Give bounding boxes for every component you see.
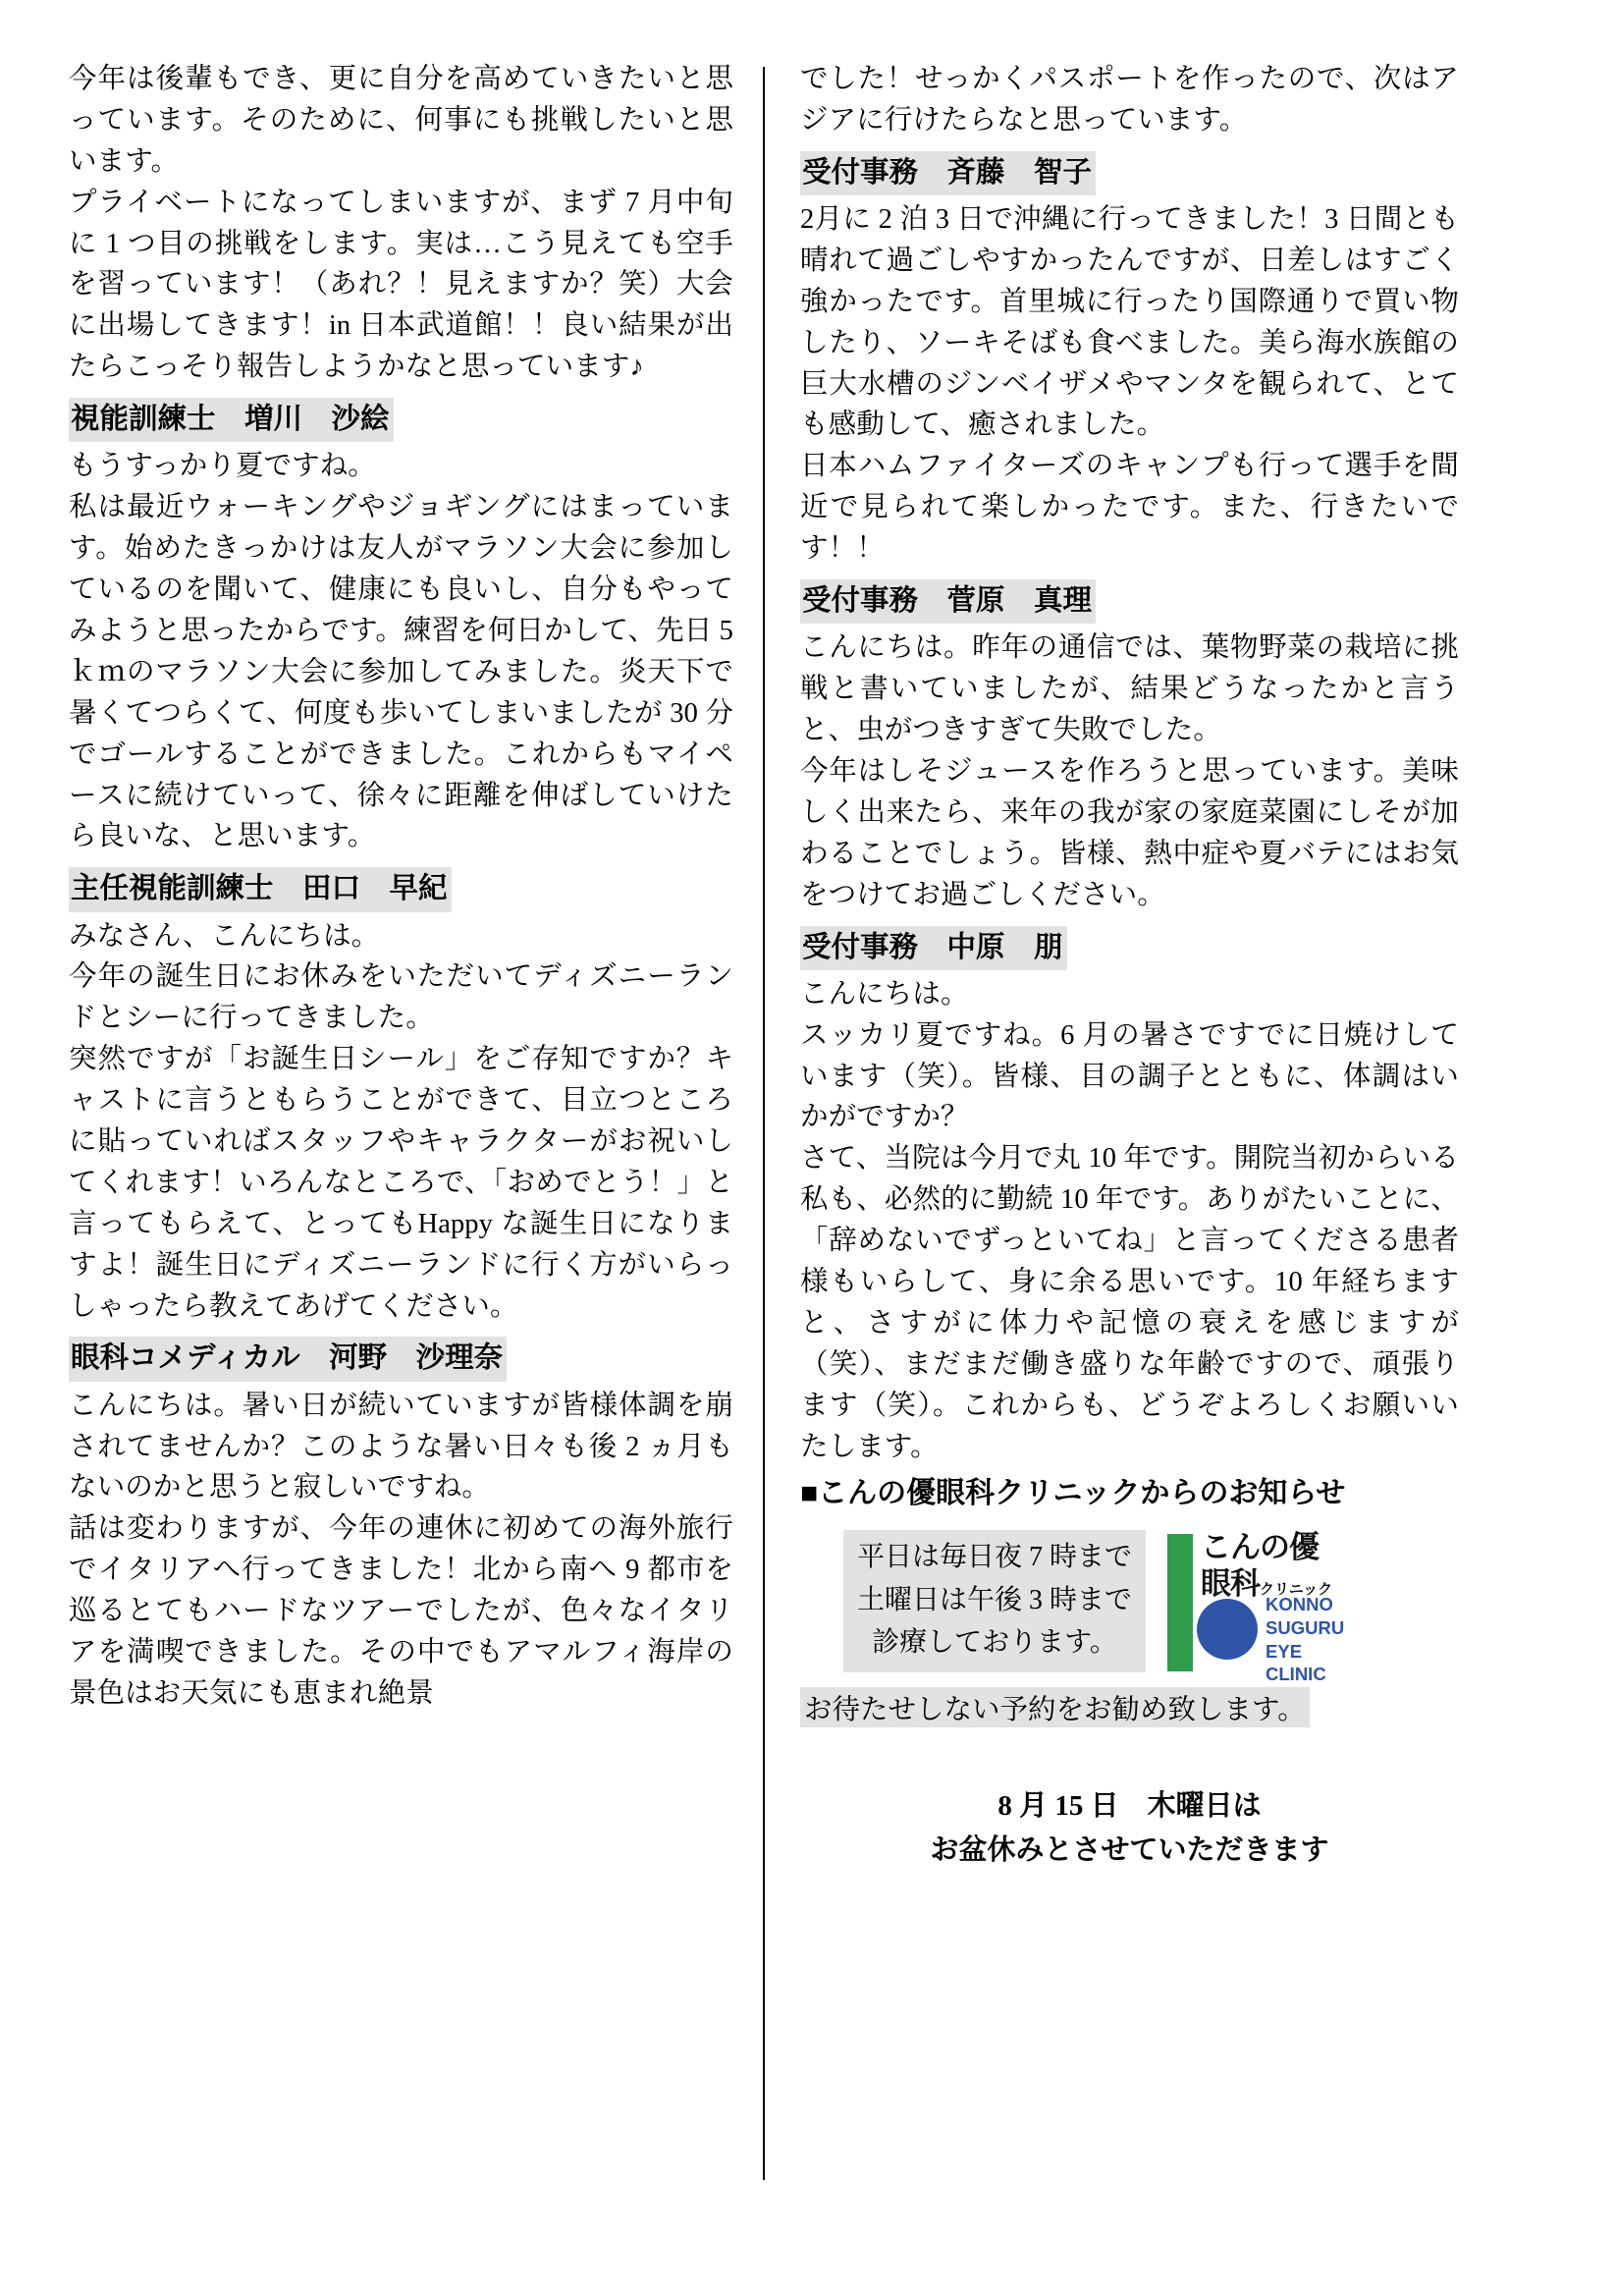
clinic-hours-line-3: 診療しております。 — [872, 1627, 1117, 1659]
heading-masukawa-sae: 視能訓練士 増川 沙絵 — [69, 398, 394, 442]
clinic-hours-line-2: 土曜日は午後 3 時まで — [857, 1584, 1133, 1615]
right-column — [765, 59, 1459, 1873]
paragraph-karate-continued: 今年は後輩もでき、更に自分を高めていきたいと思っています。そのために、何事にも挑戦したいと思います。 — [69, 64, 733, 177]
paragraph-passport-continued: でした！せっかくパスポートを作ったので、次はアジアに行けたらなと思っています。 — [800, 64, 1459, 136]
reservation-note: お待たせしない予約をお勧め致します。 — [800, 1687, 1310, 1727]
clinic-logo — [1167, 1530, 1364, 1685]
paragraph-taguchi-greeting: みなさん、こんにちは。 — [69, 920, 380, 952]
logo-jp-clinic-suffix: クリニック — [1260, 1582, 1333, 1599]
logo-blue-circle-icon — [1197, 1599, 1258, 1660]
paragraph-saito-okinawa: 2月に 2 泊 3 日で沖縄に行ってきました！3 日間とも晴れて過ごしやすかったんですが、日差しはすごく強かったです。首里城に行ったり国際通りで買い物したり、ソーキそばも食べました。美ら海水族館の巨大水槽のジンベイザメやマンタを観られて、とても感動して、癒されました。 — [800, 204, 1459, 441]
heading-nakahara-tomo-wrap — [800, 922, 1459, 972]
logo-en-line-3: EYE — [1266, 1640, 1303, 1662]
holiday-notice — [800, 1784, 1459, 1873]
paragraph-taguchi-birthday-sticker: 突然ですが「お誕生日シール」をご存知ですか？キャストに言うともらうことができて、目立つところに貼っていればスタッフやキャラクターがお祝いしてくれます！いろんなところで、「おめでとう！」と言ってもらえて、とってもHappy な誕生日になりますよ！誕生日にディズニーランドに行く方がいらっしゃったら教えてあげてください。 — [69, 1044, 733, 1322]
clinic-hours — [843, 1530, 1146, 1671]
paragraph-nakahara-ten-years: さて、当院は今月で丸 10 年です。開院当初からいる私も、必然的に勤続 10 年です。ありがたいことに、「辞めないでずっといてね」と言ってくださる患者様もいらして、身に余る思いです。10 年経ちますと、さすがに体力や記憶の衰えを感じますが（笑）、まだまだ働き盛りな年齢ですので、頑張ります（笑）。これからも、どうぞよろしくお願いいたします。 — [800, 1143, 1459, 1462]
heading-sugawara-mari-wrap — [800, 575, 1459, 626]
paragraph-taguchi-disney: 今年の誕生日にお休みをいただいてディズニーランドとシーに行ってきました。 — [69, 961, 733, 1034]
paragraph-sugawara-shiso: 今年はしそジュースを作ろうと思っています。美味しく出来たら、来年の我が家の家庭菜園にしそが加わることでしょう。皆様、熱中症や夏バテにはお気をつけてお過ごしください。 — [800, 755, 1459, 910]
two-column-layout — [69, 59, 1547, 2219]
paragraph-kouno-greeting: こんにちは。暑い日が続いていますが皆様体調を崩されてませんか？このような暑い日々も後 2 ヵ月もないのかと思うと寂しいですね。 — [69, 1390, 733, 1503]
heading-kouno-sarina-wrap — [69, 1333, 733, 1383]
heading-sugawara-mari: 受付事務 菅原 真理 — [800, 579, 1096, 624]
paragraph-masukawa-intro: もうすっかり夏ですね。 — [69, 451, 376, 482]
heading-kouno-sarina: 眼科コメディカル 河野 沙理奈 — [69, 1337, 507, 1381]
paragraph-kouno-italy: 話は変わりますが、今年の連休に初めての海外旅行でイタリアへ行ってきました！北から南へ 9 都市を巡るとてもハードなツアーでしたが、色々なイタリアを満喫できました。その中でもアマルフィ海岸の景色はお天気にも恵まれ絶景 — [69, 1513, 733, 1709]
holiday-notice-line-2: お盆休みとさせていただきます — [930, 1834, 1329, 1867]
paragraph-karate-tournament: プライベートになってしまいますが、まず 7 月中旬に 1 つ目の挑戦をします。実は…こう見えても空手を習っています！（あれ？！見えますか？笑）大会に出場してきます！in 日本武道館！！良い結果が出たらこっそり報告しようかなと思っています♪ — [69, 187, 733, 383]
heading-masukawa-sae-wrap — [69, 394, 733, 444]
paragraph-sugawara-vegetables: こんにちは。昨年の通信では、葉物野菜の栽培に挑戦と書いていましたが、結果どうなったかと言うと、虫がつきすぎて失敗でした。 — [800, 632, 1459, 746]
logo-jp-line-1: こんの優 — [1201, 1530, 1320, 1565]
left-column — [69, 59, 763, 1715]
paragraph-nakahara-summer: スッカリ夏ですね。6 月の暑さですでに日焼けしています（笑）。皆様、目の調子とともに、体調はいかがですか？ — [800, 1019, 1459, 1133]
logo-en-line-1: KONNO — [1266, 1594, 1333, 1615]
paragraph-masukawa-running: 私は最近ウォーキングやジョギングにはまっています。始めたきっかけは友人がマラソン大会に参加しているのを聞いて、健康にも良いし、自分もやってみようと思ったからです。練習を何日かして、先日 5 ｋｍのマラソン大会に参加してみました。炎天下で暑くてつらくて、何度も歩いてしまいましたが 30 分でゴールすることができました。これからもマイペースに続けていって、徐々に距離を伸ばしていけたら良いな、と思います。 — [69, 492, 733, 852]
logo-green-bar-icon — [1167, 1534, 1193, 1671]
logo-english-name — [1266, 1593, 1344, 1686]
heading-saito-tomoko: 受付事務 斉藤 智子 — [800, 151, 1096, 195]
heading-taguchi-saki: 主任視能訓練士 田口 早紀 — [69, 867, 452, 911]
clinic-hours-line-1: 平日は毎日夜 7 時まで — [857, 1542, 1133, 1573]
paragraph-nakahara-greeting: こんにちは。 — [800, 978, 969, 1010]
heading-nakahara-tomo: 受付事務 中原 朋 — [800, 926, 1067, 970]
notice-block — [800, 1530, 1459, 1685]
logo-en-line-4: CLINIC — [1266, 1664, 1326, 1685]
logo-en-line-2: SUGURU — [1266, 1617, 1345, 1639]
logo-jp-line-2-main: 眼科 — [1201, 1566, 1261, 1602]
heading-taguchi-saki-wrap — [69, 863, 733, 913]
logo-japanese-name — [1201, 1530, 1332, 1602]
heading-saito-tomoko-wrap — [800, 147, 1459, 197]
paragraph-saito-fighters: 日本ハムファイターズのキャンプも行って選手を間近で見られて楽しかったです。また、行きたいです！！ — [800, 451, 1459, 565]
notice-title: ■こんの優眼科クリニックからのお知らせ — [800, 1477, 1346, 1510]
holiday-notice-line-1: 8 月 15 日 木曜日は — [997, 1790, 1262, 1823]
